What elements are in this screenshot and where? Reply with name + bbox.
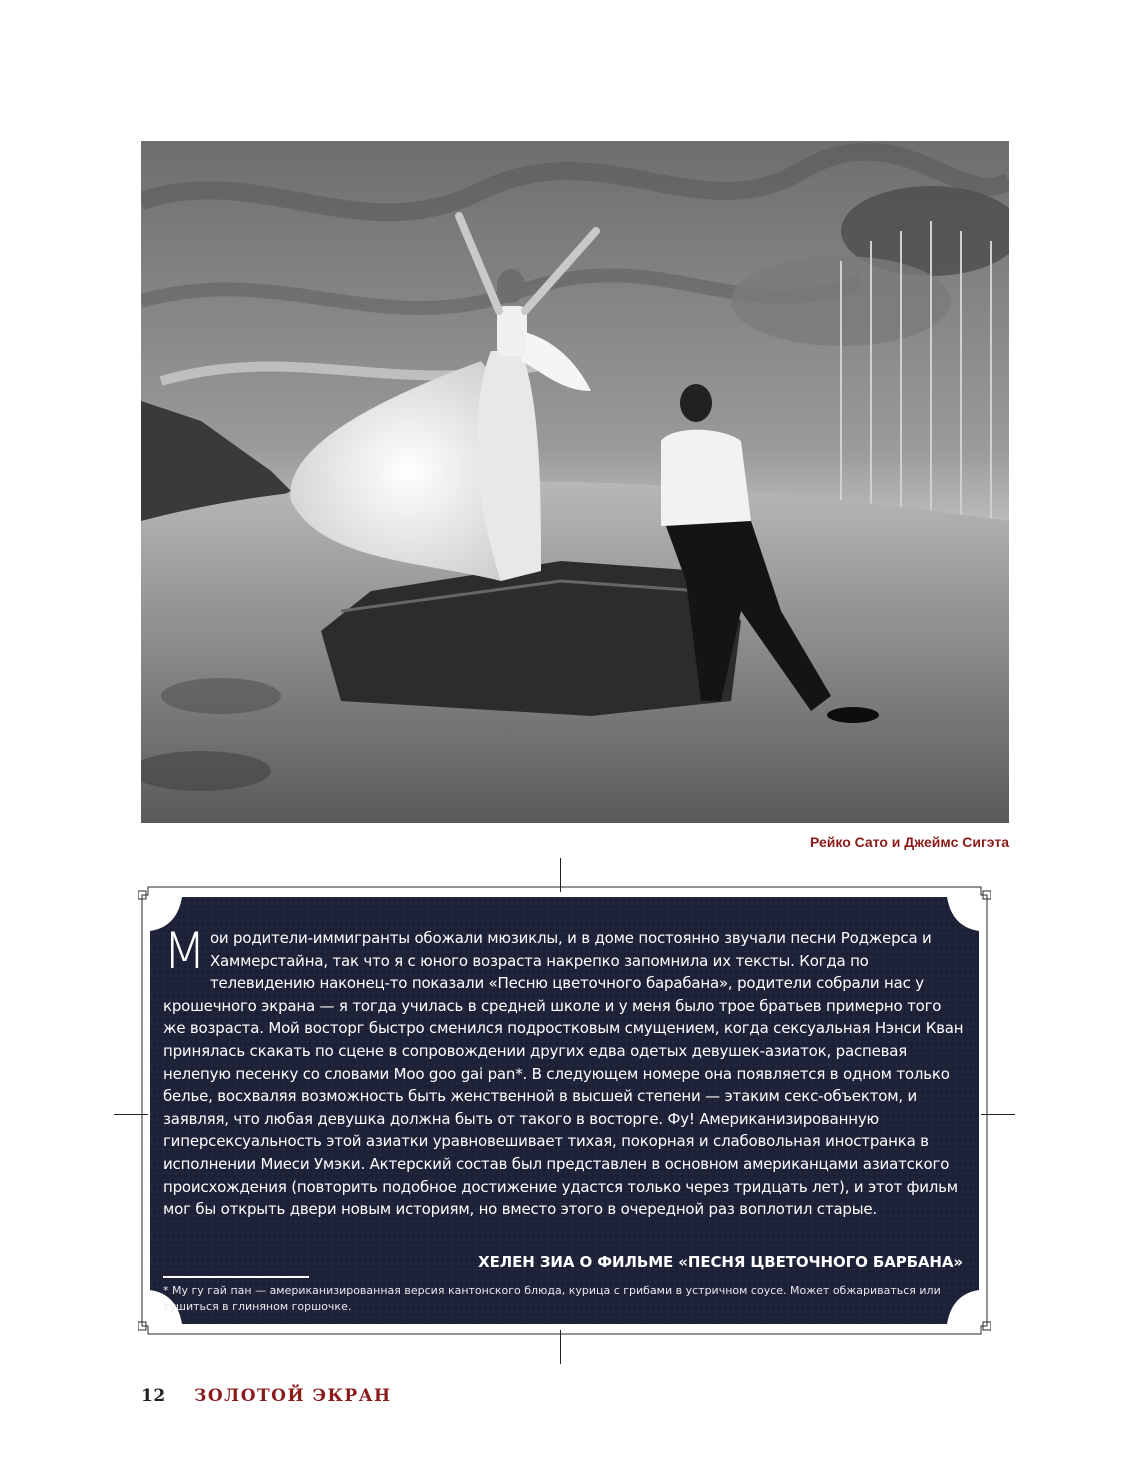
- crop-mark-top: [560, 858, 561, 892]
- film-still-photo: [141, 141, 1009, 823]
- crop-mark-left: [114, 1114, 148, 1115]
- footnote-rule: [163, 1276, 309, 1278]
- drop-cap: М: [163, 922, 206, 980]
- quote-body: [163, 922, 968, 1221]
- crop-mark-right: [981, 1114, 1015, 1115]
- footnote: * Му гу гай пан — американизированная версия кантонского блюда, курица с грибами в устричном соусе. Может обжариваться или тушиться в глиняном горшочке.: [163, 1284, 941, 1313]
- quote-attribution: ХЕЛЕН ЗИА О ФИЛЬМЕ «ПЕСНЯ ЦВЕТОЧНОГО БАРБАНА»: [478, 1253, 963, 1271]
- section-title: ЗОЛОТОЙ ЭКРАН: [194, 1386, 392, 1406]
- page-number: 12: [141, 1386, 166, 1406]
- crop-mark-bottom: [560, 1330, 561, 1364]
- photo-caption: Рейко Сато и Джеймс Сигэта: [809, 834, 1009, 850]
- photo-illustration: [141, 141, 1009, 823]
- quote-box: [138, 883, 991, 1338]
- page-footer: [141, 1386, 392, 1406]
- quote-paragraph: ои родители-иммигранты обожали мюзиклы, и в доме постоянно звучали песни Роджерса и Хаммерстайна, так что я с юного возраста накрепко запомнила их тексты. Когда по телевидению наконец-то показали «Песню цветочного барабана», родители собрали нас у крошечного экрана — я тогда училась в средней школе и у меня было трое братьев примерно того же возраста. Мой восторг быстро сменился подростковым смущением, когда сексуальная Нэнси Кван принялась скакать по сцене в сопровождении других едва одетых девушек-азиаток, распевая нелепую песенку со словами Moo goo gai pan*. В следующем номере она появляется в одном только белье, восхваляя возможность быть женственной в высшей степени — этаким секс-объектом, и заявляя, что любая девушка должна быть от такого в восторге. Фу! Американизированную гиперсексуальность этой азиатки уравновешивает тихая, покорная и слабовольная иностранка в исполнении Миеси Умэки. Актерский состав был представлен в основном американцами азиатского происхождения (повторить подобное достижение удастся только через тридцать лет), и этот фильм мог бы открыть двери новым историям, но вместо этого в очередной раз воплотил старые.: [163, 929, 964, 1219]
